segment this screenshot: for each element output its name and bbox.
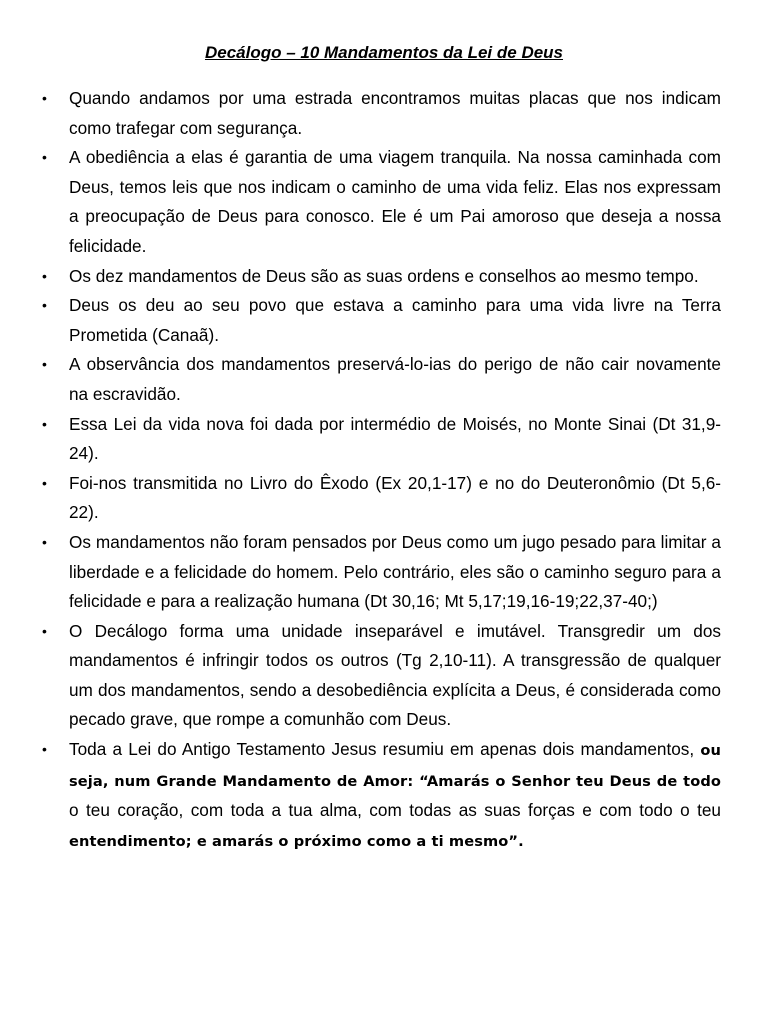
list-item [42, 291, 721, 350]
list-item [42, 469, 721, 528]
document-title: Decálogo – 10 Mandamentos da Lei de Deus [204, 43, 564, 62]
bullet-icon: • [42, 415, 47, 432]
bullet-icon: • [42, 267, 47, 284]
list-item-text: O Decálogo forma uma unidade inseparável e imutável. Transgredir um dos mandamentos é infringir todos os outros (Tg 2,10-11). A transgressão de qualquer um dos mandamentos, sendo a desobediência explícita a Deus, é considerada como pecado grave, que rompe a comunhão com Deus. [69, 620, 721, 730]
list-item [42, 617, 721, 735]
list-item-text: A observância dos mandamentos preservá-lo-ias do perigo de não cair novamente na escravidão. [69, 354, 721, 404]
bullet-icon: • [42, 149, 47, 166]
list-item-text: Quando andamos por uma estrada encontramos muitas placas que nos indicam como trafegar com segurança. [69, 88, 721, 138]
list-item [42, 84, 721, 143]
summary-text-bold-1: ou seja, num Grande Mandamento de Amor: “Amarás o Senhor teu Deus de todo [69, 742, 722, 790]
list-item [42, 350, 721, 409]
list-item-text: Deus os deu ao seu povo que estava a caminho para uma vida livre na Terra Prometida (Canaã). [69, 295, 721, 345]
bullet-icon: • [42, 90, 47, 106]
list-item-summary [42, 735, 722, 856]
list-item-text: Foi-nos transmitida no Livro do Êxodo (Ex 20,1-17) e no do Deuteronômio (Dt 5,6-22). [69, 472, 721, 523]
bullet-list [42, 84, 722, 856]
summary-text-part3: o teu coração, com toda a tua alma, com todas as suas forças e com todo o teu [69, 800, 721, 821]
summary-text-part1: Toda a Lei do Antigo Testamento Jesus resumiu em apenas dois mandamentos, [69, 739, 695, 760]
bullet-icon: • [42, 297, 47, 314]
list-item [42, 262, 721, 292]
bullet-icon: • [42, 622, 47, 639]
bullet-icon: • [42, 356, 47, 373]
list-item [42, 528, 721, 617]
list-item [42, 143, 721, 261]
summary-text-bold-2: entendimento; e amarás o próximo como a ti mesmo”. [69, 832, 524, 850]
list-item-text: Essa Lei da vida nova foi dada por intermédio de Moisés, no Monte Sinai (Dt 31,9-24). [69, 413, 721, 464]
list-item-text: A obediência a elas é garantia de uma viagem tranquila. Na nossa caminhada com Deus, temos leis que nos indicam o caminho de uma vida feliz. Elas nos expressam a preocupação de Deus para conosco. Ele é um Pai amoroso que deseja a nossa felicidade. [69, 147, 721, 256]
bullet-icon: • [42, 474, 47, 491]
list-item [42, 410, 721, 469]
bullet-icon: • [42, 533, 47, 550]
list-item-text: Os mandamentos não foram pensados por Deus como um jugo pesado para limitar a liberdade e a felicidade do homem. Pelo contrário, eles são o caminho seguro para a felicidade e para a realização humana (Dt 30,16; Mt 5,17;19,16-19;22,37-40;) [69, 531, 721, 612]
list-item-text: Os dez mandamentos de Deus são as suas ordens e conselhos ao mesmo tempo. [69, 265, 699, 286]
bullet-icon: • [42, 741, 47, 758]
